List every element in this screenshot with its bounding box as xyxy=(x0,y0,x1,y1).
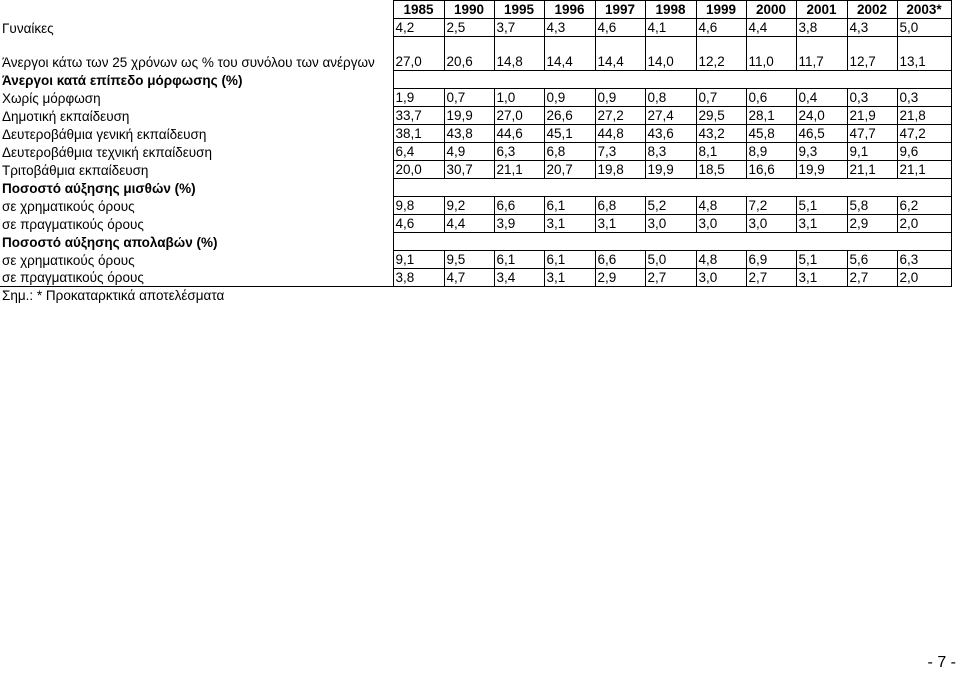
value-cell: 4,3 xyxy=(847,19,897,37)
value-cell: 9,8 xyxy=(393,197,444,215)
row-label: Χωρίς μόρφωση xyxy=(0,89,393,107)
value-cell: 4,4 xyxy=(444,215,494,233)
table-row xyxy=(0,251,951,269)
value-cell: 19,9 xyxy=(796,161,847,179)
row-label: σε χρηματικούς όρους xyxy=(0,251,393,269)
value-cell: 33,7 xyxy=(393,107,444,125)
value-cell: 3,0 xyxy=(645,215,696,233)
value-cell: 6,1 xyxy=(544,251,595,269)
section-empty-cell xyxy=(897,179,951,197)
value-cell: 29,5 xyxy=(696,107,746,125)
year-header: 1998 xyxy=(645,1,696,19)
value-cell: 24,0 xyxy=(796,107,847,125)
value-cell: 3,4 xyxy=(494,269,544,287)
value-cell: 3,0 xyxy=(746,215,796,233)
header-row xyxy=(0,1,951,19)
value-cell: 4,6 xyxy=(595,19,645,37)
table-row xyxy=(0,215,951,233)
value-cell: 2,7 xyxy=(645,269,696,287)
value-cell: 6,2 xyxy=(897,197,951,215)
year-header: 1995 xyxy=(494,1,544,19)
value-cell: 4,7 xyxy=(444,269,494,287)
table-note: Σημ.: * Προκαταρκτικά αποτελέσματα xyxy=(0,287,951,305)
section-empty-cell xyxy=(444,233,494,251)
row-label: Τριτοβάθμια εκπαίδευση xyxy=(0,161,393,179)
value-cell: 45,8 xyxy=(746,125,796,143)
value-cell: 6,4 xyxy=(393,143,444,161)
section-empty-cell xyxy=(645,233,696,251)
section-empty-cell xyxy=(444,179,494,197)
section-empty-cell xyxy=(796,233,847,251)
value-cell: 0,9 xyxy=(595,89,645,107)
row-label: Άνεργοι κάτω των 25 χρόνων ως % του συνόλου των ανέργων xyxy=(0,37,393,71)
year-header: 2000 xyxy=(746,1,796,19)
section-empty-cell xyxy=(393,179,444,197)
value-cell: 21,9 xyxy=(847,107,897,125)
section-heading: Ποσοστό αύξησης μισθών (%) xyxy=(0,179,393,197)
row-label: σε πραγματικούς όρους xyxy=(0,215,393,233)
value-cell: 4,9 xyxy=(444,143,494,161)
section-heading: Ποσοστό αύξησης απολαβών (%) xyxy=(0,233,393,251)
value-cell: 4,6 xyxy=(393,215,444,233)
section-row xyxy=(0,71,951,89)
value-cell: 3,1 xyxy=(544,215,595,233)
row-label: σε πραγματικούς όρους xyxy=(0,269,393,287)
section-empty-cell xyxy=(847,179,897,197)
value-cell: 9,1 xyxy=(847,143,897,161)
value-cell: 14,4 xyxy=(544,37,595,71)
value-cell: 30,7 xyxy=(444,161,494,179)
value-cell: 1,0 xyxy=(494,89,544,107)
value-cell: 6,3 xyxy=(897,251,951,269)
section-empty-cell xyxy=(444,71,494,89)
section-empty-cell xyxy=(847,71,897,89)
value-cell: 19,9 xyxy=(444,107,494,125)
value-cell: 45,1 xyxy=(544,125,595,143)
table-row xyxy=(0,197,951,215)
table-row xyxy=(0,89,951,107)
section-empty-cell xyxy=(595,179,645,197)
value-cell: 9,1 xyxy=(393,251,444,269)
value-cell: 0,8 xyxy=(645,89,696,107)
value-cell: 3,1 xyxy=(796,269,847,287)
value-cell: 6,3 xyxy=(494,143,544,161)
value-cell: 4,4 xyxy=(746,19,796,37)
value-cell: 2,7 xyxy=(746,269,796,287)
value-cell: 5,0 xyxy=(645,251,696,269)
value-cell: 18,5 xyxy=(696,161,746,179)
row-label: Γυναίκες xyxy=(0,19,393,37)
year-header: 1996 xyxy=(544,1,595,19)
section-empty-cell xyxy=(544,179,595,197)
value-cell: 27,4 xyxy=(645,107,696,125)
statistics-table xyxy=(0,0,952,304)
section-empty-cell xyxy=(696,179,746,197)
value-cell: 28,1 xyxy=(746,107,796,125)
value-cell: 9,5 xyxy=(444,251,494,269)
value-cell: 43,2 xyxy=(696,125,746,143)
year-header: 1985 xyxy=(393,1,444,19)
value-cell: 5,2 xyxy=(645,197,696,215)
section-empty-cell xyxy=(897,233,951,251)
value-cell: 5,6 xyxy=(847,251,897,269)
value-cell: 3,0 xyxy=(696,215,746,233)
row-label: σε χρηματικούς όρους xyxy=(0,197,393,215)
value-cell: 3,1 xyxy=(544,269,595,287)
value-cell: 21,1 xyxy=(847,161,897,179)
value-cell: 4,8 xyxy=(696,197,746,215)
value-cell: 21,1 xyxy=(494,161,544,179)
value-cell: 3,7 xyxy=(494,19,544,37)
section-empty-cell xyxy=(746,71,796,89)
value-cell: 19,8 xyxy=(595,161,645,179)
value-cell: 27,0 xyxy=(393,37,444,71)
value-cell: 27,2 xyxy=(595,107,645,125)
value-cell: 0,7 xyxy=(696,89,746,107)
value-cell: 4,3 xyxy=(544,19,595,37)
value-cell: 2,7 xyxy=(847,269,897,287)
value-cell: 16,6 xyxy=(746,161,796,179)
section-empty-cell xyxy=(494,179,544,197)
table-row xyxy=(0,143,951,161)
value-cell: 43,8 xyxy=(444,125,494,143)
section-empty-cell xyxy=(696,71,746,89)
row-label: Δευτεροβάθμια τεχνική εκπαίδευση xyxy=(0,143,393,161)
section-empty-cell xyxy=(645,179,696,197)
value-cell: 6,6 xyxy=(494,197,544,215)
value-cell: 2,5 xyxy=(444,19,494,37)
value-cell: 2,9 xyxy=(847,215,897,233)
value-cell: 6,1 xyxy=(494,251,544,269)
row-label: Δευτεροβάθμια γενική εκπαίδευση xyxy=(0,125,393,143)
value-cell: 44,8 xyxy=(595,125,645,143)
value-cell: 14,4 xyxy=(595,37,645,71)
table-body xyxy=(0,19,951,287)
header-blank-cell xyxy=(0,1,393,19)
section-empty-cell xyxy=(393,233,444,251)
year-header: 2003* xyxy=(897,1,951,19)
value-cell: 5,0 xyxy=(897,19,951,37)
value-cell: 43,6 xyxy=(645,125,696,143)
value-cell: 5,1 xyxy=(796,197,847,215)
value-cell: 20,0 xyxy=(393,161,444,179)
value-cell: 7,2 xyxy=(746,197,796,215)
table-row xyxy=(0,37,951,71)
value-cell: 3,8 xyxy=(796,19,847,37)
table-row xyxy=(0,107,951,125)
section-empty-cell xyxy=(595,71,645,89)
value-cell: 3,1 xyxy=(796,215,847,233)
section-empty-cell xyxy=(897,71,951,89)
value-cell: 11,7 xyxy=(796,37,847,71)
page-number: - 7 - xyxy=(927,654,956,671)
value-cell: 6,1 xyxy=(544,197,595,215)
value-cell: 8,3 xyxy=(645,143,696,161)
section-empty-cell xyxy=(847,233,897,251)
year-header: 1999 xyxy=(696,1,746,19)
section-empty-cell xyxy=(393,71,444,89)
value-cell: 0,3 xyxy=(847,89,897,107)
year-header: 2002 xyxy=(847,1,897,19)
value-cell: 2,9 xyxy=(595,269,645,287)
value-cell: 47,2 xyxy=(897,125,951,143)
value-cell: 46,5 xyxy=(796,125,847,143)
value-cell: 27,0 xyxy=(494,107,544,125)
table-row xyxy=(0,269,951,287)
value-cell: 21,8 xyxy=(897,107,951,125)
value-cell: 21,1 xyxy=(897,161,951,179)
value-cell: 13,1 xyxy=(897,37,951,71)
row-label: Δημοτική εκπαίδευση xyxy=(0,107,393,125)
value-cell: 0,4 xyxy=(796,89,847,107)
section-empty-cell xyxy=(544,233,595,251)
value-cell: 4,2 xyxy=(393,19,444,37)
value-cell: 2,0 xyxy=(897,269,951,287)
section-heading: Άνεργοι κατά επίπεδο μόρφωσης (%) xyxy=(0,71,393,89)
value-cell: 12,2 xyxy=(696,37,746,71)
value-cell: 44,6 xyxy=(494,125,544,143)
value-cell: 9,2 xyxy=(444,197,494,215)
value-cell: 3,0 xyxy=(696,269,746,287)
value-cell: 4,1 xyxy=(645,19,696,37)
value-cell: 12,7 xyxy=(847,37,897,71)
value-cell: 0,9 xyxy=(544,89,595,107)
value-cell: 8,9 xyxy=(746,143,796,161)
table-row xyxy=(0,125,951,143)
value-cell: 7,3 xyxy=(595,143,645,161)
section-empty-cell xyxy=(796,71,847,89)
section-empty-cell xyxy=(746,179,796,197)
value-cell: 14,8 xyxy=(494,37,544,71)
value-cell: 0,3 xyxy=(897,89,951,107)
section-empty-cell xyxy=(544,71,595,89)
value-cell: 0,7 xyxy=(444,89,494,107)
value-cell: 47,7 xyxy=(847,125,897,143)
value-cell: 1,9 xyxy=(393,89,444,107)
table-row xyxy=(0,19,951,37)
section-empty-cell xyxy=(645,71,696,89)
value-cell: 2,0 xyxy=(897,215,951,233)
section-empty-cell xyxy=(494,233,544,251)
table-row xyxy=(0,161,951,179)
section-empty-cell xyxy=(796,179,847,197)
value-cell: 3,8 xyxy=(393,269,444,287)
value-cell: 5,8 xyxy=(847,197,897,215)
note-row xyxy=(0,287,951,305)
value-cell: 4,6 xyxy=(696,19,746,37)
value-cell: 8,1 xyxy=(696,143,746,161)
value-cell: 38,1 xyxy=(393,125,444,143)
value-cell: 3,1 xyxy=(595,215,645,233)
section-empty-cell xyxy=(696,233,746,251)
value-cell: 6,8 xyxy=(595,197,645,215)
value-cell: 9,3 xyxy=(796,143,847,161)
section-empty-cell xyxy=(494,71,544,89)
value-cell: 20,6 xyxy=(444,37,494,71)
value-cell: 0,6 xyxy=(746,89,796,107)
value-cell: 14,0 xyxy=(645,37,696,71)
value-cell: 3,9 xyxy=(494,215,544,233)
section-row xyxy=(0,179,951,197)
section-empty-cell xyxy=(595,233,645,251)
value-cell: 19,9 xyxy=(645,161,696,179)
value-cell: 9,6 xyxy=(897,143,951,161)
value-cell: 26,6 xyxy=(544,107,595,125)
value-cell: 5,1 xyxy=(796,251,847,269)
value-cell: 4,8 xyxy=(696,251,746,269)
section-row xyxy=(0,233,951,251)
section-empty-cell xyxy=(746,233,796,251)
value-cell: 20,7 xyxy=(544,161,595,179)
value-cell: 6,6 xyxy=(595,251,645,269)
year-header: 2001 xyxy=(796,1,847,19)
year-header: 1997 xyxy=(595,1,645,19)
value-cell: 6,9 xyxy=(746,251,796,269)
value-cell: 6,8 xyxy=(544,143,595,161)
year-header: 1990 xyxy=(444,1,494,19)
value-cell: 11,0 xyxy=(746,37,796,71)
